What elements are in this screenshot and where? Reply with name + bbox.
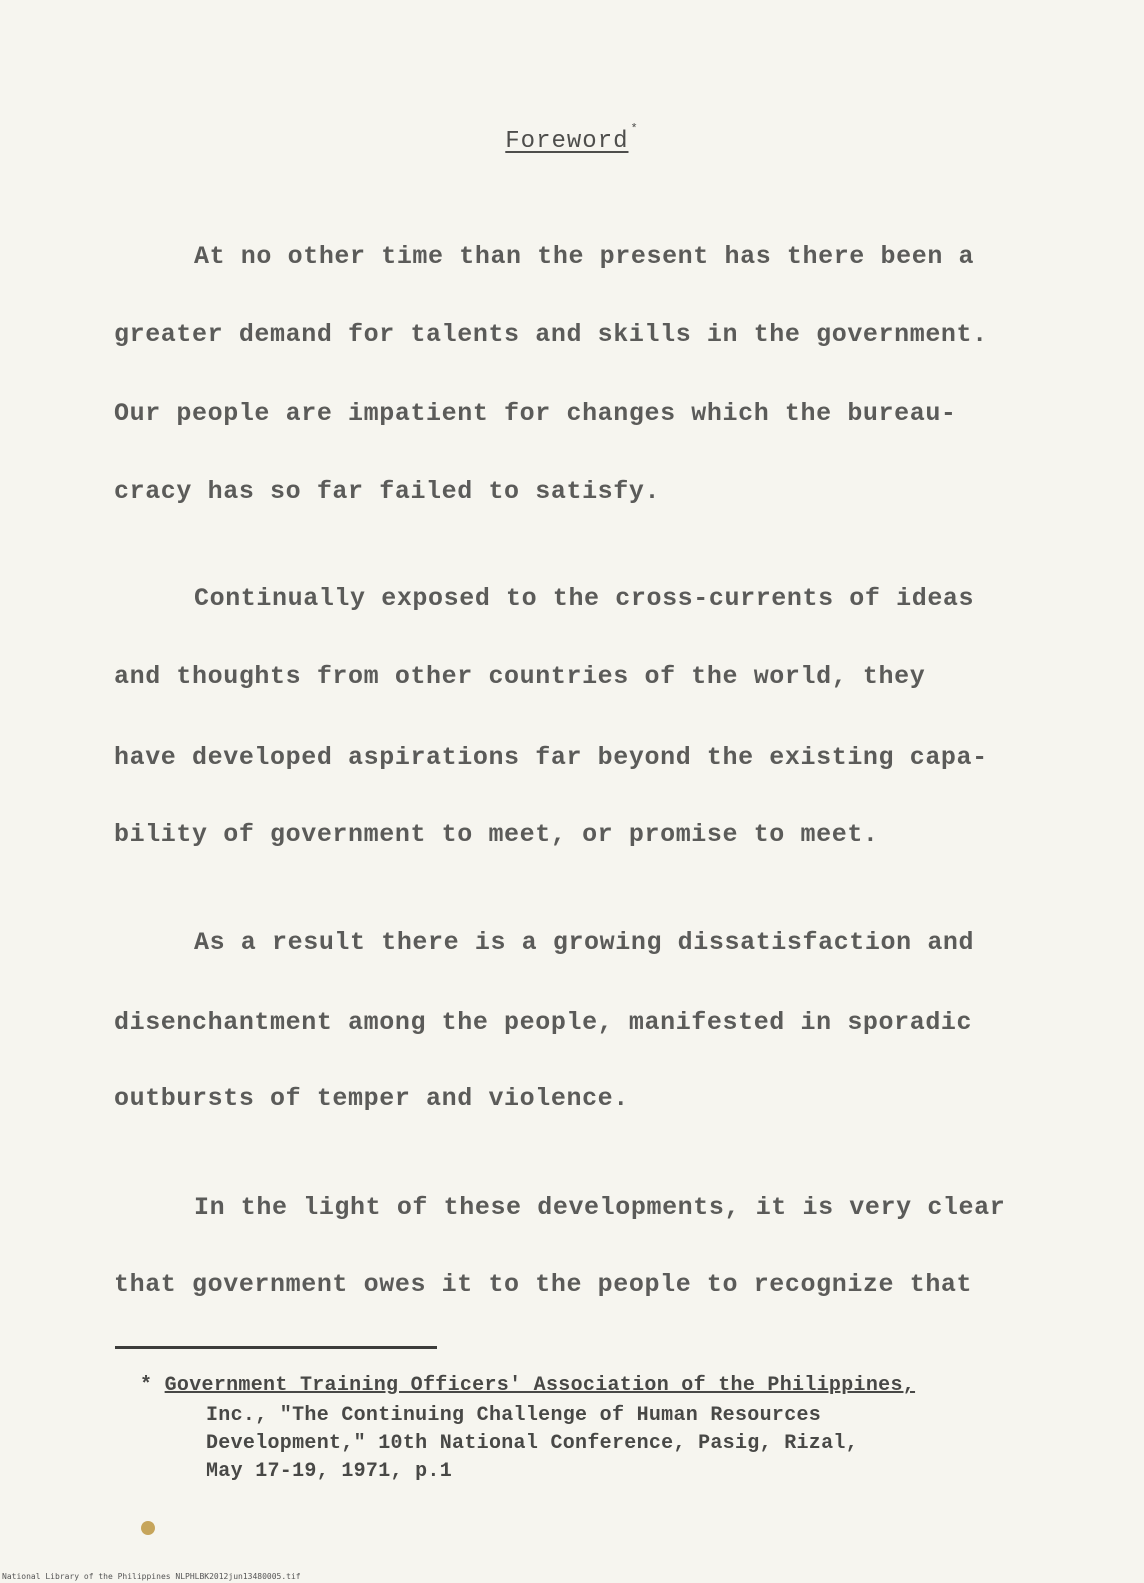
- footnote-divider: [115, 1346, 437, 1349]
- paragraph-line: have developed aspirations far beyond the existing capa-: [114, 743, 988, 772]
- title-footnote-mark: *: [630, 122, 639, 136]
- title-text: Foreword: [505, 128, 629, 155]
- footnote-first-line: [140, 1374, 915, 1397]
- footnote-line: Inc., "The Continuing Challenge of Human Resources: [206, 1404, 822, 1427]
- paragraph-line: disenchantment among the people, manifested in sporadic: [114, 1008, 973, 1037]
- stain-mark: [141, 1521, 155, 1535]
- footnote-mark: *: [140, 1374, 153, 1397]
- paragraph-line: Our people are impatient for changes which the bureau-: [114, 399, 957, 428]
- paragraph-line: bility of government to meet, or promise to meet.: [114, 820, 879, 849]
- paragraph-line: greater demand for talents and skills in the government.: [114, 320, 988, 349]
- paragraph-line: outbursts of temper and violence.: [114, 1084, 629, 1113]
- paragraph-line: cracy has so far failed to satisfy.: [114, 477, 661, 506]
- footnote-line: Development," 10th National Conference, Pasig, Rizal,: [206, 1432, 859, 1455]
- footnote-source: Government Training Officers' Association of the Philippines,: [164, 1374, 916, 1397]
- page-title: [0, 122, 1144, 155]
- paragraph-line: At no other time than the present has there been a: [194, 242, 975, 271]
- paragraph-line: that government owes it to the people to recognize that: [114, 1270, 973, 1299]
- footnote-line: May 17-19, 1971, p.1: [206, 1460, 453, 1483]
- paragraph-line: and thoughts from other countries of the world, they: [114, 662, 926, 691]
- paragraph-line: As a result there is a growing dissatisfaction and: [194, 928, 975, 957]
- scan-caption: National Library of the Philippines NLPHLBK2012jun13480005.tif: [2, 1572, 301, 1581]
- paragraph-line: In the light of these developments, it is very clear: [194, 1193, 1006, 1222]
- paragraph-line: Continually exposed to the cross-currents of ideas: [194, 584, 975, 613]
